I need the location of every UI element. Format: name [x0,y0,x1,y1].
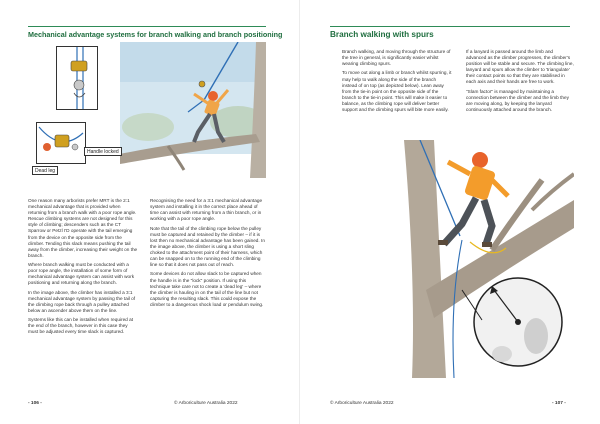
paragraph: In the image above, the climber has installed a 3:1 mechanical advantage system by passing the tail of the climbing rope back through a pulley attached below an ascender above them on the line. [28,289,136,313]
paragraph: Some devices do not allow slack to be captured when the handle is in the "lock" position. If using this technique take care not to create a 'dead leg' – where the climber is hauling in on the tail of the line but not capturing the resulting slack. This could expose the climber to a dangerous shock load or pendulum swing. [150,271,264,307]
device-locked-inset [36,122,86,164]
pulley-detail-inset [56,46,98,110]
pulley-detail-icon [57,47,97,109]
copyright: © Arboriculture Australia 2022 [330,401,394,406]
right-page-heading: Branch walking with spurs [330,30,434,39]
paragraph: "Slam factor" is managed by maintaining a connection between the climber and the limb they are moving along, by keeping the lanyard continuously attached around the branch. [466,88,569,113]
mechanical-advantage-figure [28,42,266,178]
page-number: - 107 - [552,401,566,406]
paragraph: One reason many arborists prefer MRT is the 2:1 mechanical advantage that is provided when returning from a branch walk with a poor rope angle. Rescue climbing systems are not designed for this style of climbing; descenders such as the CT Sparrow or Petzl I'D operate with the tail emerging from the device on the opposite side from the climber. Tending this slack means pushing the tail away from the climber, increasing their weight on the branch. [28,198,138,258]
heading-rule [330,26,570,27]
paragraph: If a lanyard is passed around the limb and advanced as the climber progresses, the climber's position will be stable and secure. The climbing line, lanyard and spurs allow the climber to 'triangulate' their contact points so that they are stabilised in each axis and their hands are free to work. [466,49,574,85]
copyright: © Arboriculture Australia 2022 [174,401,238,406]
right-page [300,0,600,424]
left-text-column-1 [28,198,138,339]
paragraph: Branch walking, and moving through the structure of the tree in general, is significantly easier whilst wearing climbing spurs. [342,49,451,67]
left-page-heading: Mechanical advantage systems for branch walking and branch positioning [28,30,283,39]
spurs-climber-illustration [342,140,574,378]
paragraph: Recognising the need for a 3:1 mechanical advantage system and installing it in the correct place ahead of time can assist with returning from a thin branch, or in working with a poor rope angle. [150,198,263,222]
paragraph: To move out along a limb or branch whilst spurring, it may help to walk along the side of the branch instead of on top (as depicted below). Lean away from the tie-in point on the opposite side of the branch to the tie-in point. This will make it easier to balance, as the climbing rope will deliver better support and the climbing spurs will bite more easily. [342,70,452,113]
spurs-figure [342,140,574,378]
heading-rule [28,26,266,27]
dead-leg-callout: Dead leg [32,166,58,175]
handle-locked-callout: Handle locked [84,147,122,156]
paragraph: Note that the tail of the climbing rope below the pulley must be captured and retained by the climber – if it is lost then no mechanical advantage has been gained. In the image above, the climber is using a short sling choked to the attachment point of their harness, which can be snapped on to the running end of the climbing line so that it does not pass out of reach. [150,225,265,268]
page-number: - 106 - [28,401,42,406]
paragraph: Where branch walking must be conducted with a poor rope angle, the installation of some form of mechanical advantage system can assist with work positioning and returning along the branch. [28,262,135,286]
device-locked-icon [37,123,85,163]
right-text-column-1 [342,49,452,116]
left-text-column-2 [150,198,266,311]
paragraph: Systems like this can be installed when required at the end of the branch, however in this case they must be adjusted every time slack is captured. [28,317,134,335]
right-text-column-2 [466,49,574,116]
